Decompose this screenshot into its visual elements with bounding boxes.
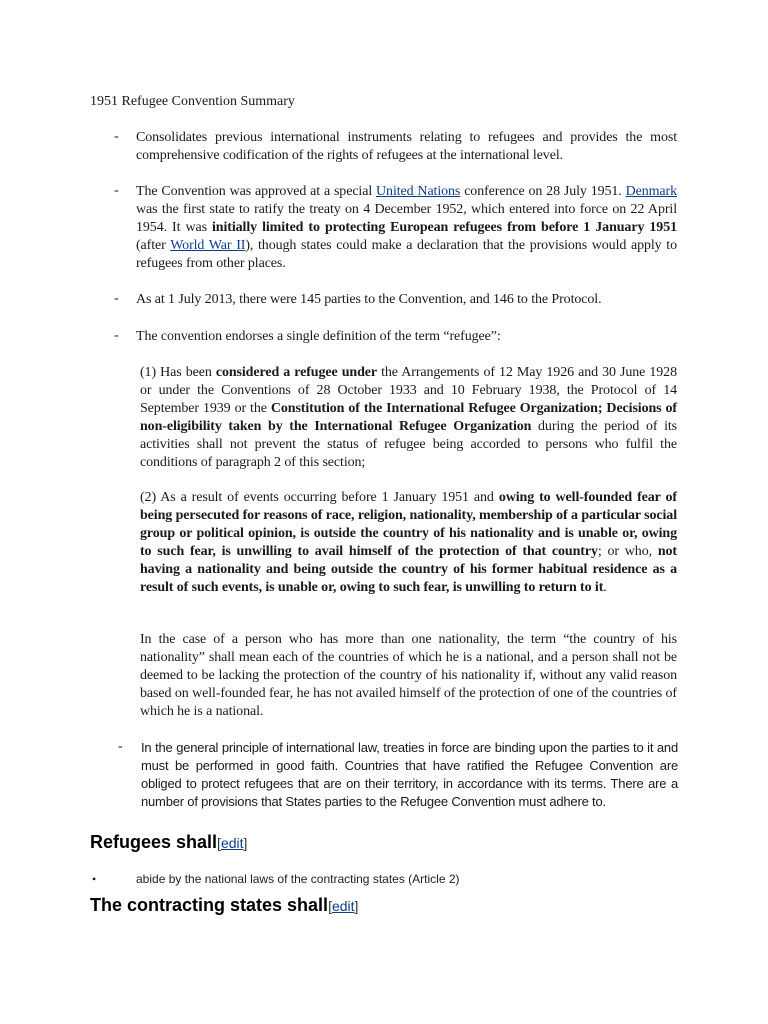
text-span: (2) As a result of events occurring before 1 January 1951 and xyxy=(140,490,499,505)
bracket: ] xyxy=(243,835,248,851)
paragraph-general-principle: In the general principle of international law, treaties in force are binding upon the parties to it and must be performed in good faith. Countries that have ratified the Refugee Convention are obliged to protect refugees that are on their territory, in accordance with its terms. There are a number of provisions that States parties to the Refugee Convention must adhere to. xyxy=(141,740,678,809)
dash-bullet: - xyxy=(118,739,123,754)
link-denmark[interactable]: Denmark xyxy=(625,184,677,199)
bracket: [ xyxy=(217,835,221,851)
dash-bullet: - xyxy=(114,183,119,198)
bold-span: owing to well-founded fear of being persecuted for reasons of race, religion, nationality, membership of a particular social group or political opinion, is outside the country of his nationality and is unable or, owing to such fear, is unwilling to avail himself of the protection of that country xyxy=(140,490,677,559)
text-span: conference on 28 July 1951. xyxy=(460,184,626,199)
heading-refugees-shall xyxy=(90,832,247,853)
heading-text: Refugees shall xyxy=(90,832,218,852)
paragraph-parties: As at 1 July 2013, there were 145 parties to the Convention, and 146 to the Protocol. xyxy=(136,292,602,307)
document-title: 1951 Refugee Convention Summary xyxy=(90,94,295,109)
dash-bullet: - xyxy=(114,328,119,343)
edit-section-link xyxy=(217,835,247,851)
text-span: The Convention was approved at a special xyxy=(136,184,377,199)
text-span: was the first state to ratify the treaty on 4 December 1952, which entered into force on 22 April 1954. It was xyxy=(136,202,677,235)
dash-bullet: - xyxy=(114,129,119,144)
text-span: the Arrangements of 12 May 1926 and 30 June 1928 or under the Conventions of 28 October 1933 and 10 February 1938, the Protocol of 14 September 1939 or the xyxy=(140,365,677,416)
bracket: [ xyxy=(328,898,332,914)
text-span: ; or who, xyxy=(597,544,658,559)
bold-span: initially limited to protecting European refugees from before 1 January 1951 xyxy=(212,220,678,235)
text-span: (1) Has been xyxy=(140,365,216,380)
dash-bullet: - xyxy=(114,291,119,306)
bracket: ] xyxy=(354,898,359,914)
text-span: . xyxy=(603,580,607,595)
definition-clause-1 xyxy=(140,364,677,472)
paragraph-definition-intro: The convention endorses a single definition of the term “refugee”: xyxy=(136,329,501,344)
definition-nationality-note: In the case of a person who has more than one nationality, the term “the country of his nationality” shall mean each of the countries of which he is a national, and a person shall not be deemed to be lacking the protection of the country of his nationality if, without any valid reason based on well-founded fear, he has not availed himself of the protection of one of the countries of which he is a national. xyxy=(140,632,677,719)
link-united-nations[interactable]: United Nations xyxy=(376,184,461,199)
definition-clause-2 xyxy=(140,489,677,597)
paragraph-consolidates: Consolidates previous international instruments relating to refugees and provides the most comprehensive codification of the rights of refugees at the international level. xyxy=(136,130,677,163)
text-span: ), though states could make a declaration that the provisions would apply to refugees from other places. xyxy=(136,238,677,271)
heading-contracting-states-shall xyxy=(90,895,358,916)
heading-text: The contracting states shall xyxy=(90,895,329,915)
paragraph-approval xyxy=(136,183,677,273)
edit-link[interactable]: edit xyxy=(331,898,355,914)
edit-section-link xyxy=(328,898,358,914)
text-span: during the period of its activities shall not prevent the status of refugee being accorded to persons who fulfil the conditions of paragraph 2 of this section; xyxy=(140,419,678,470)
link-world-war-ii[interactable]: World War II xyxy=(170,238,246,253)
bold-span: not having a nationality and being outside the country of his former habitual residence as a result of such events, is unable or, owing to such fear, is unwilling to return to it xyxy=(140,544,677,595)
bullet-dot: • xyxy=(92,872,97,886)
bold-span: considered a refugee under xyxy=(215,365,377,380)
text-span: (after xyxy=(136,238,171,253)
list-item-abide-laws: abide by the national laws of the contracting states (Article 2) xyxy=(136,872,460,886)
bold-span: Constitution of the International Refugee Organization; Decisions of non-eligibility taken by the International Refugee Organization xyxy=(140,401,677,434)
edit-link[interactable]: edit xyxy=(220,835,244,851)
